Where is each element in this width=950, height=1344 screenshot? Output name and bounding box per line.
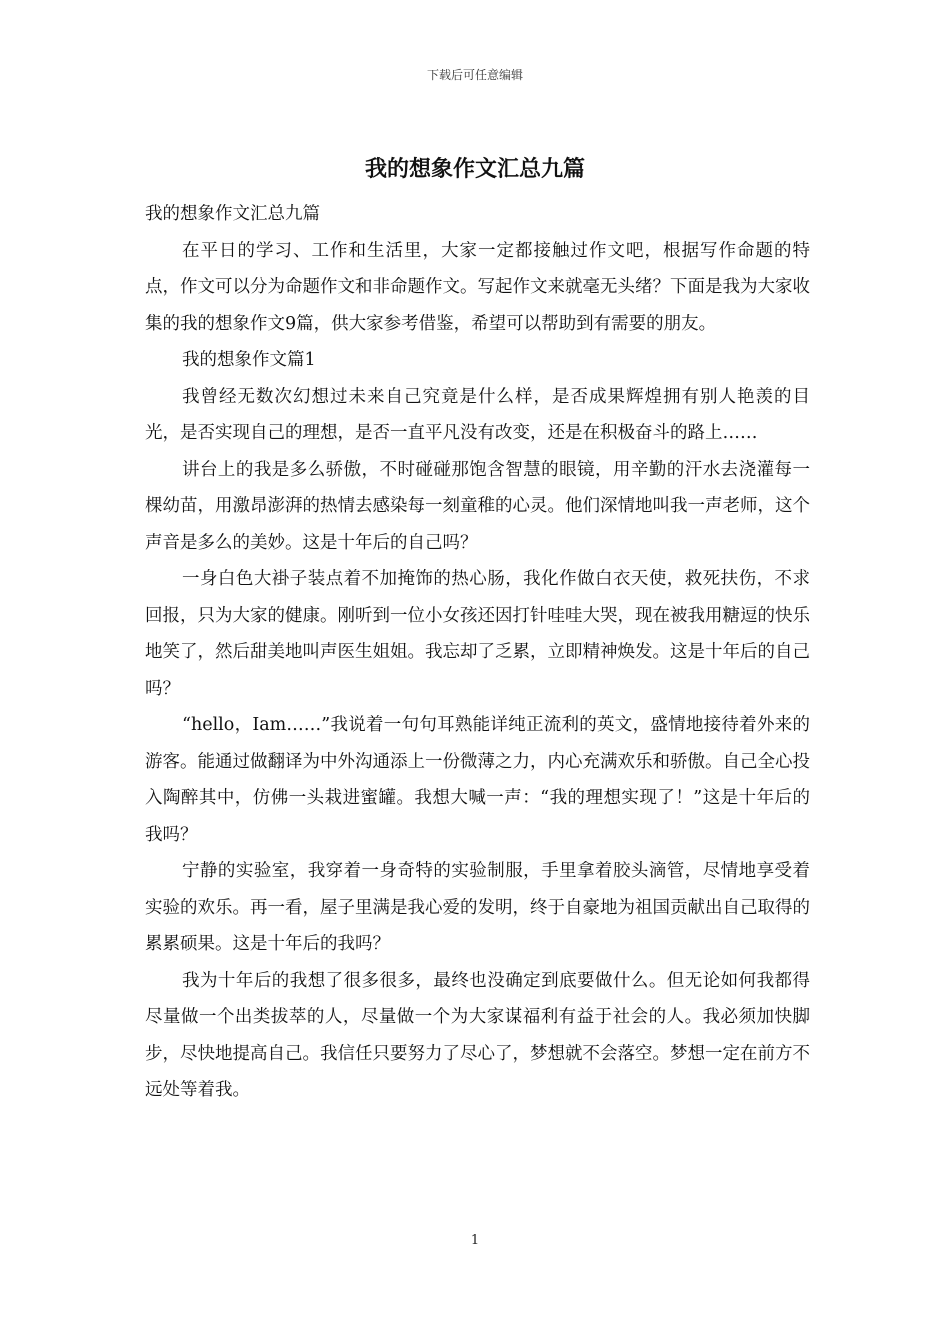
body-paragraph: 一身白色大褂子装点着不加掩饰的热心肠，我化作做白衣天使，救死扶伤，不求回报，只为大家的健康。刚听到一位小女孩还因打针哇哇大哭，现在被我用糖逗的快乐地笑了，然后甜美地叫声医生姐姐。我忘却了乏累，立即精神焕发。这是十年后的自己吗？ [145,569,810,699]
body-paragraph-intro: 在平日的学习、工作和生活里，大家一定都接触过作文吧，根据写作命题的特点，作文可以分为命题作文和非命题作文。写起作文来就毫无头绪？下面是我为大家收集的我的想象作文9篇，供大家参考借鉴，希望可以帮助到有需要的朋友。 [145,240,810,334]
page-header-note: 下载后可任意编辑 [426,68,523,82]
body-paragraph: “hello，Iam……”我说着一句句耳熟能详纯正流利的英文，盛情地接待着外来的游客。能通过做翻译为中外沟通添上一份微薄之力，内心充满欢乐和骄傲。自己全心投入陶醉其中，仿佛一头栽进蜜罐。我想大喊一声：“我的理想实现了！”这是十年后的我吗？ [145,715,810,845]
body-paragraph: 我曾经无数次幻想过未来自己究竟是什么样，是否成果辉煌拥有别人艳羡的目光，是否实现自己的理想，是否一直平凡没有改变，还是在积极奋斗的路上…… [145,386,810,443]
body-paragraph: 讲台上的我是多么骄傲，不时碰碰那饱含智慧的眼镜，用辛勤的汗水去浇灌每一棵幼苗，用激昂澎湃的热情去感染每一刻童稚的心灵。他们深情地叫我一声老师，这个声音是多么的美妙。这是十年后的自己吗？ [145,459,810,553]
body-paragraph-subtitle: 我的想象作文汇总九篇 [145,204,320,224]
body-paragraph: 宁静的实验室，我穿着一身奇特的实验制服，手里拿着胶头滴管，尽情地享受着实验的欢乐。再一看，屋子里满是我心爱的发明，终于自豪地为祖国贡献出自己取得的累累硕果。这是十年后的我吗？ [145,861,810,954]
document-title: 我的想象作文汇总九篇 [364,156,585,182]
document-body [145,196,810,1109]
page-number: 1 [470,1233,480,1248]
section-heading-essay-1: 我的想象作文篇1 [182,350,316,370]
body-paragraph: 我为十年后的我想了很多很多，最终也没确定到底要做什么。但无论如何我都得尽量做一个出类拔萃的人，尽量做一个为大家谋福利有益于社会的人。我必须加快脚步，尽快地提高自己。我信任只要努力了尽心了，梦想就不会落空。梦想一定在前方不远处等着我。 [145,970,810,1100]
